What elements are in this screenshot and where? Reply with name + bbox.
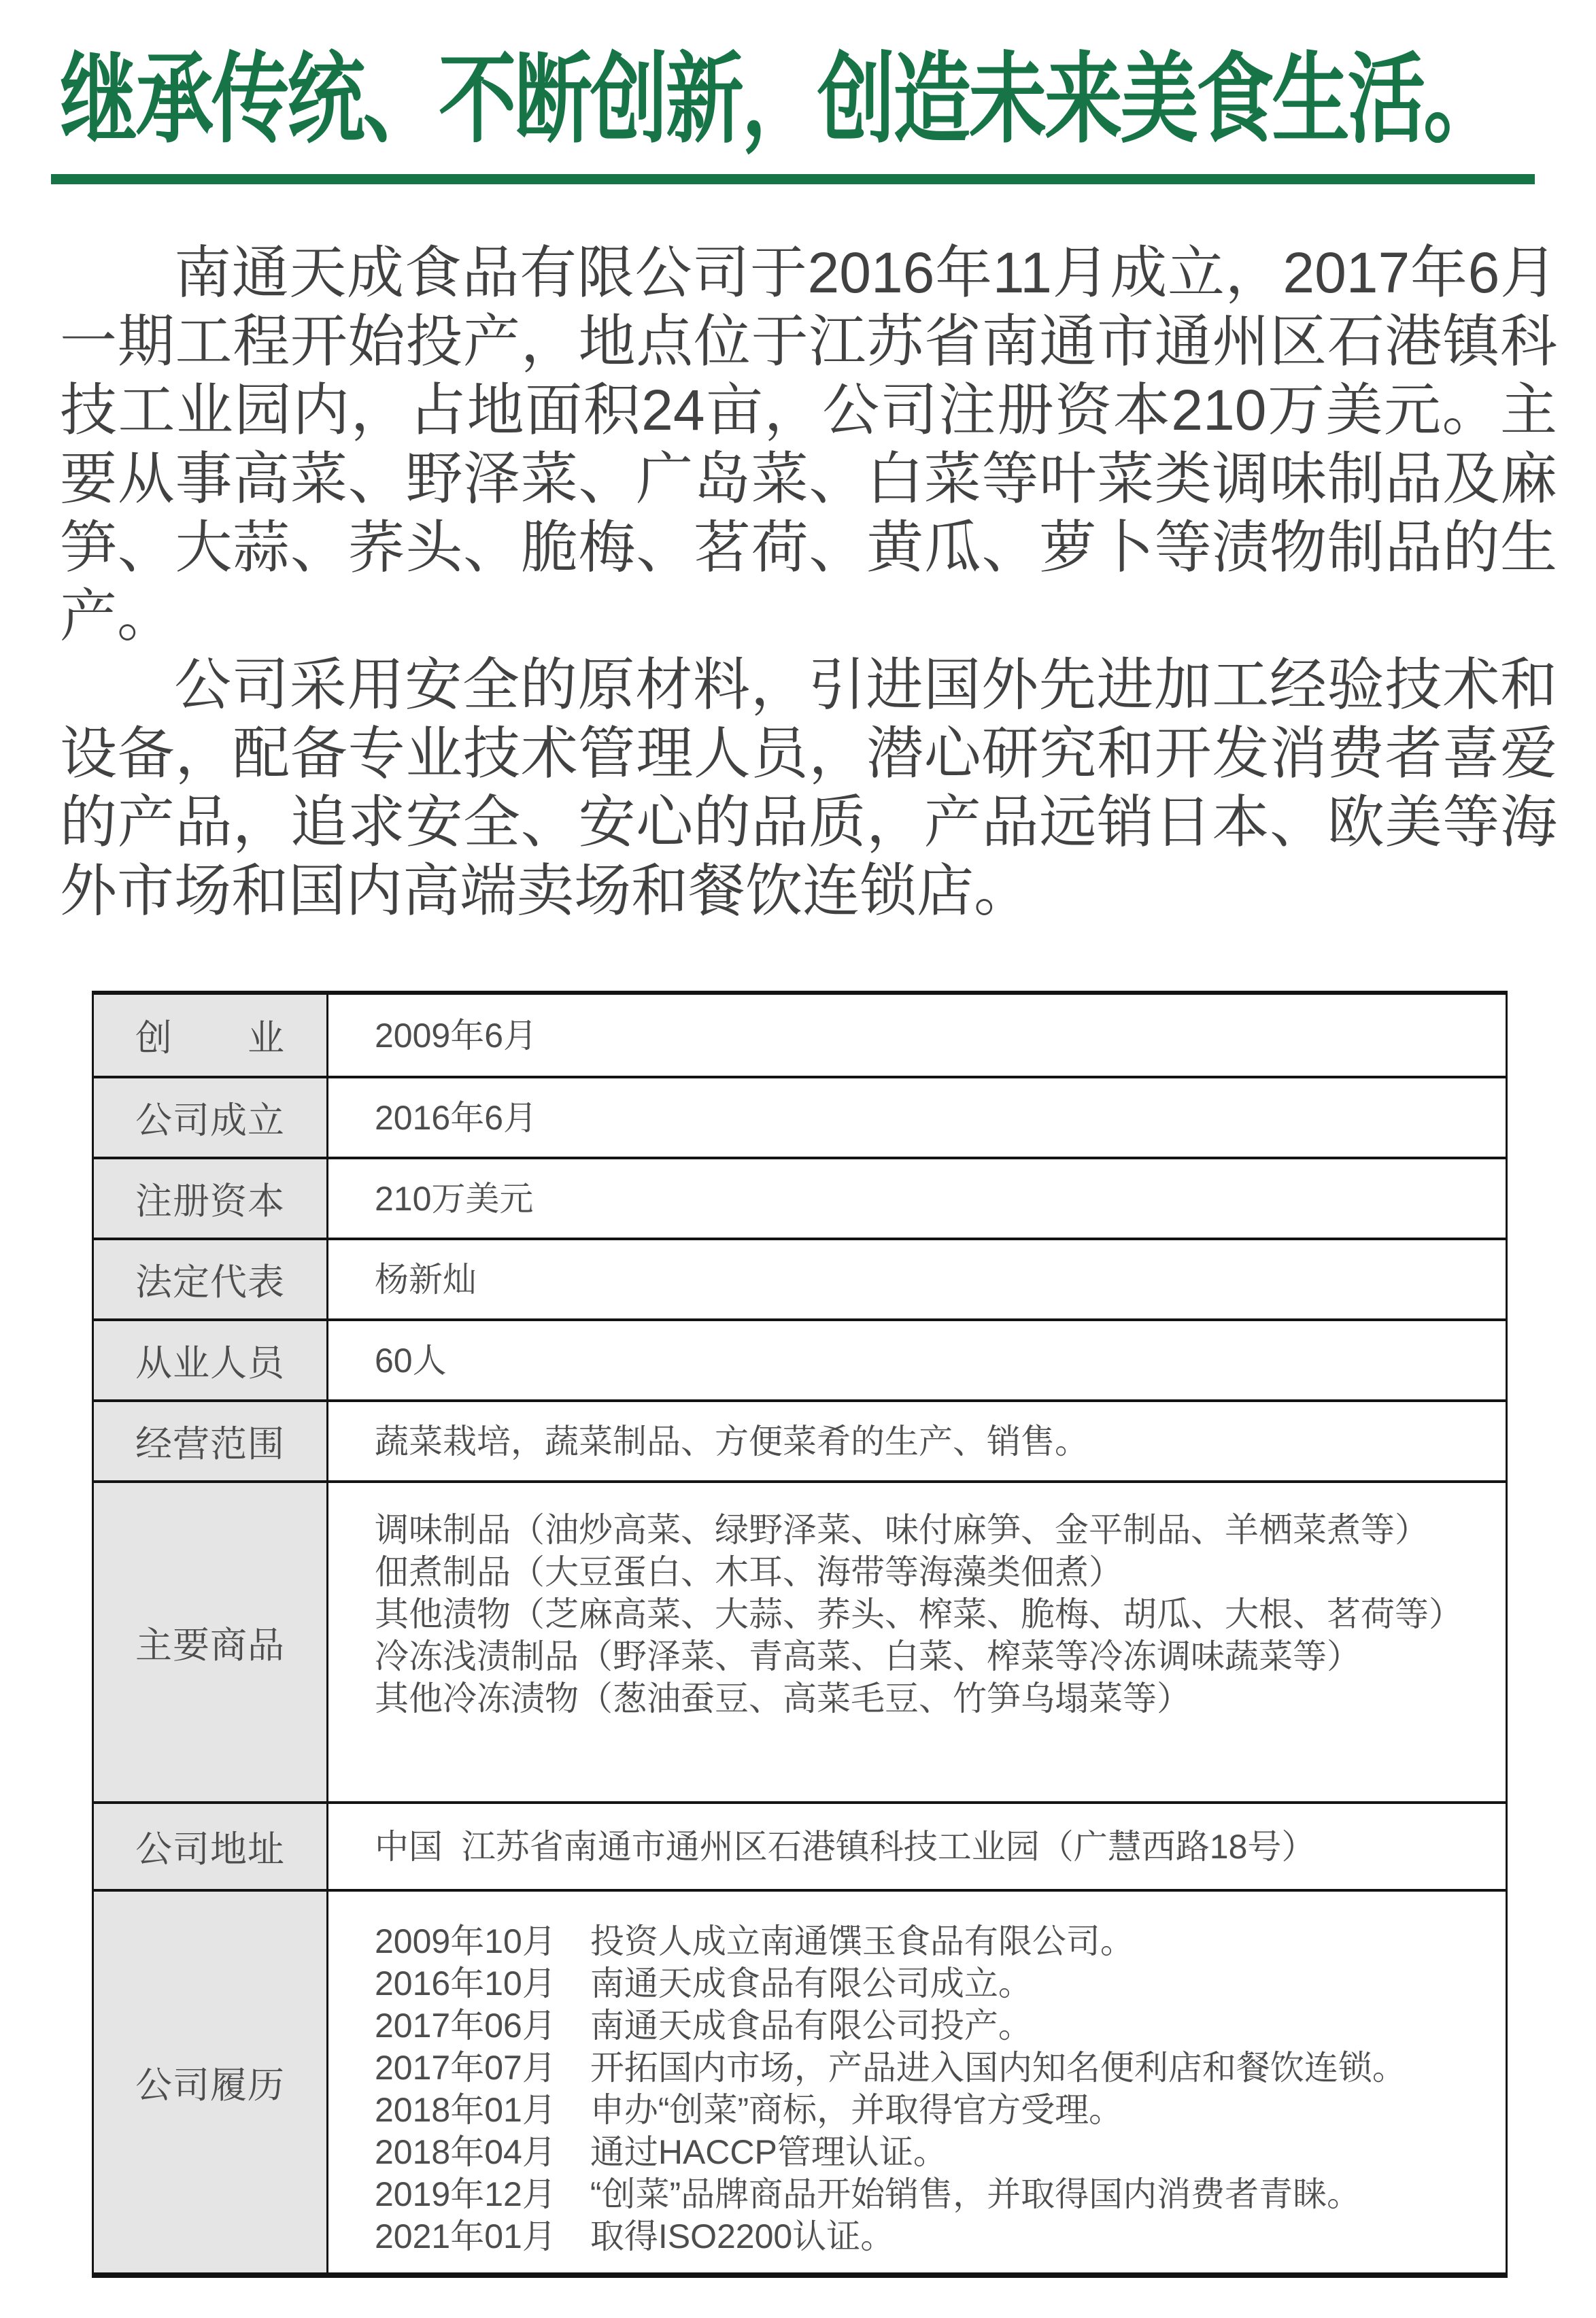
row-label: 创 业 xyxy=(94,995,328,1076)
row-value: 杨新灿 xyxy=(375,1260,477,1299)
table-row xyxy=(94,1157,1506,1238)
table-row xyxy=(94,1480,1506,1801)
row-value: 210万美元 xyxy=(375,1179,534,1218)
company-info-table xyxy=(92,991,1508,2278)
row-label: 注册资本 xyxy=(94,1159,328,1238)
row-line: 佃煮制品（大豆蛋白、木耳、海带等海藻类佃煮） xyxy=(375,1553,1123,1591)
row-line: 2016年10月 南通天成食品有限公司成立。 xyxy=(375,1964,1032,2002)
row-value-multiline xyxy=(328,1892,1506,2272)
page-title: 继承传统、不断创新，创造未来美食生活。 xyxy=(60,44,1499,154)
row-line: 2017年06月 南通天成食品有限公司投产。 xyxy=(375,2007,1032,2045)
row-label: 公司成立 xyxy=(94,1078,328,1157)
row-value: 2009年6月 xyxy=(375,1016,538,1055)
table-row xyxy=(94,1076,1506,1157)
row-line: 2017年07月 开拓国内市场，产品进入国内知名便利店和餐饮连锁。 xyxy=(375,2049,1406,2087)
row-value: 2016年6月 xyxy=(375,1098,538,1137)
row-line: 冷冻浅渍制品（野泽菜、青高菜、白菜、榨菜等冷冻调味蔬菜等） xyxy=(375,1637,1361,1675)
row-label: 法定代表 xyxy=(94,1240,328,1318)
company-intro xyxy=(60,239,1557,925)
row-line: 2018年01月 申办“创菜”商标，并取得官方受理。 xyxy=(375,2091,1123,2129)
row-line: 其他冷冻渍物（葱油蚕豆、高菜毛豆、竹笋乌塌菜等） xyxy=(375,1680,1191,1718)
intro-paragraph-2: 公司采用安全的原材料，引进国外先进加工经验技术和设备，配备专业技术管理人员，潜心研究和开发消费者喜爱的产品，追求安全、安心的品质，产品远销日本、欧美等海外市场和国内高端卖场和餐饮连锁店。 xyxy=(60,653,1557,923)
row-label: 经营范围 xyxy=(94,1402,328,1480)
row-line: 其他渍物（芝麻高菜、大蒜、荞头、榨菜、脆梅、胡瓜、大根、茗荷等） xyxy=(375,1595,1463,1633)
row-label: 从业人员 xyxy=(94,1321,328,1399)
row-line: 2021年01月 取得ISO2200认证。 xyxy=(375,2217,895,2255)
row-label: 公司地址 xyxy=(94,1804,328,1889)
table-row xyxy=(94,1801,1506,1889)
row-value-multiline xyxy=(328,1483,1506,1801)
row-line: 2018年04月 通过HACCP管理认证。 xyxy=(375,2133,947,2171)
row-line: 2009年10月 投资人成立南通馔玉食品有限公司。 xyxy=(375,1922,1134,1960)
table-row xyxy=(94,1238,1506,1318)
table-row xyxy=(94,1399,1506,1480)
row-value: 60人 xyxy=(375,1341,447,1380)
row-line: 调味制品（油炒高菜、绿野泽菜、味付麻笋、金平制品、羊栖菜煮等） xyxy=(375,1511,1429,1549)
row-line: 2019年12月 “创菜”品牌商品开始销售，并取得国内消费者青睐。 xyxy=(375,2175,1361,2213)
table-row xyxy=(94,995,1506,1076)
intro-paragraph-1: 南通天成食品有限公司于2016年11月成立，2017年6月一期工程开始投产，地点位于江苏省南通市通州区石港镇科技工业园内，占地面积24亩，公司注册资本210万美元。主要从事高菜、野泽菜、广岛菜、白菜等叶菜类调味制品及麻笋、大蒜、荞头、脆梅、茗荷、黄瓜、萝卜等渍物制品的生产。 xyxy=(60,241,1557,648)
title-underline-bar xyxy=(51,174,1535,184)
row-value: 中国 江苏省南通市通州区石港镇科技工业园（广慧西路18号） xyxy=(375,1827,1316,1866)
row-value: 蔬菜栽培，蔬菜制品、方便菜肴的生产、销售。 xyxy=(375,1422,1089,1461)
row-label: 主要商品 xyxy=(94,1483,328,1801)
table-row xyxy=(94,1889,1506,2272)
row-label: 公司履历 xyxy=(94,1892,328,2272)
table-row xyxy=(94,1318,1506,1399)
